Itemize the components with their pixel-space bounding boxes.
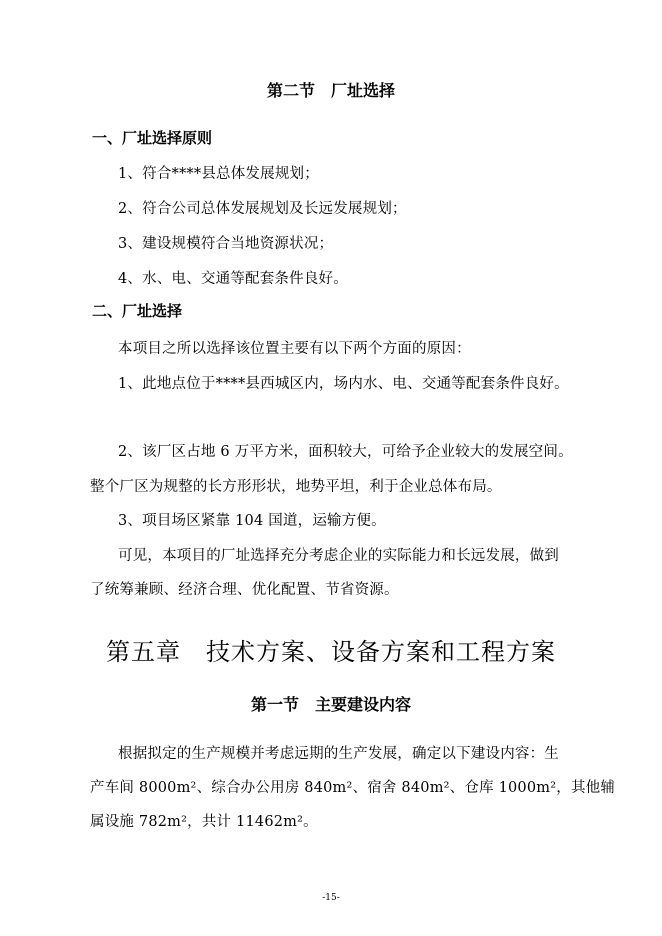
principle-item-2: 2、符合公司总体发展规划及长远发展规划； [118,201,407,217]
principle-item-1: 1、符合****县总体发展规划； [118,166,319,182]
reason-2-line-2: 整个厂区为规整的长方形形状，地势平坦，利于企业总体布局。 [90,479,502,495]
construction-para-line-2: 产车间 8000m²、综合办公用房 840m²、宿舍 840m²、仓库 1000m²，其他辅 [90,780,616,796]
heading-site-selection: 二、厂址选择 [92,302,183,320]
construction-para-line-3: 属设施 782m²，共计 11462m²。 [90,814,318,830]
principle-item-4: 4、水、电、交通等配套条件良好。 [118,271,348,287]
principle-item-3: 3、建设规模符合当地资源状况； [118,236,334,252]
reason-3: 3、项目场区紧靠 104 国道，运输方便。 [118,513,386,529]
chapter-title: 第五章 技术方案、设备方案和工程方案 [106,638,556,666]
conclusion-line-2: 了统筹兼顾、经济合理、优化配置、节省资源。 [90,582,399,598]
section-title-main-construction: 第一节 主要建设内容 [250,695,411,714]
reason-1: 1、此地点位于****县西城区内，场内水、电、交通等配套条件良好。 [118,376,569,392]
reasons-intro: 本项目之所以选择该位置主要有以下两个方面的原因： [118,341,471,357]
reason-2-line-1: 2、该厂区占地 6 万平方米，面积较大，可给予企业较大的发展空间。 [118,444,573,460]
heading-site-principles: 一、厂址选择原则 [92,129,213,147]
construction-para-line-1: 根据拟定的生产规模并考虑远期的生产发展，确定以下建设内容：生 [118,746,559,762]
conclusion-line-1: 可见，本项目的厂址选择充分考虑企业的实际能力和长远发展，做到 [118,548,559,564]
page-number: -15- [322,893,340,903]
section-title-site-selection: 第二节 厂址选择 [266,81,395,100]
